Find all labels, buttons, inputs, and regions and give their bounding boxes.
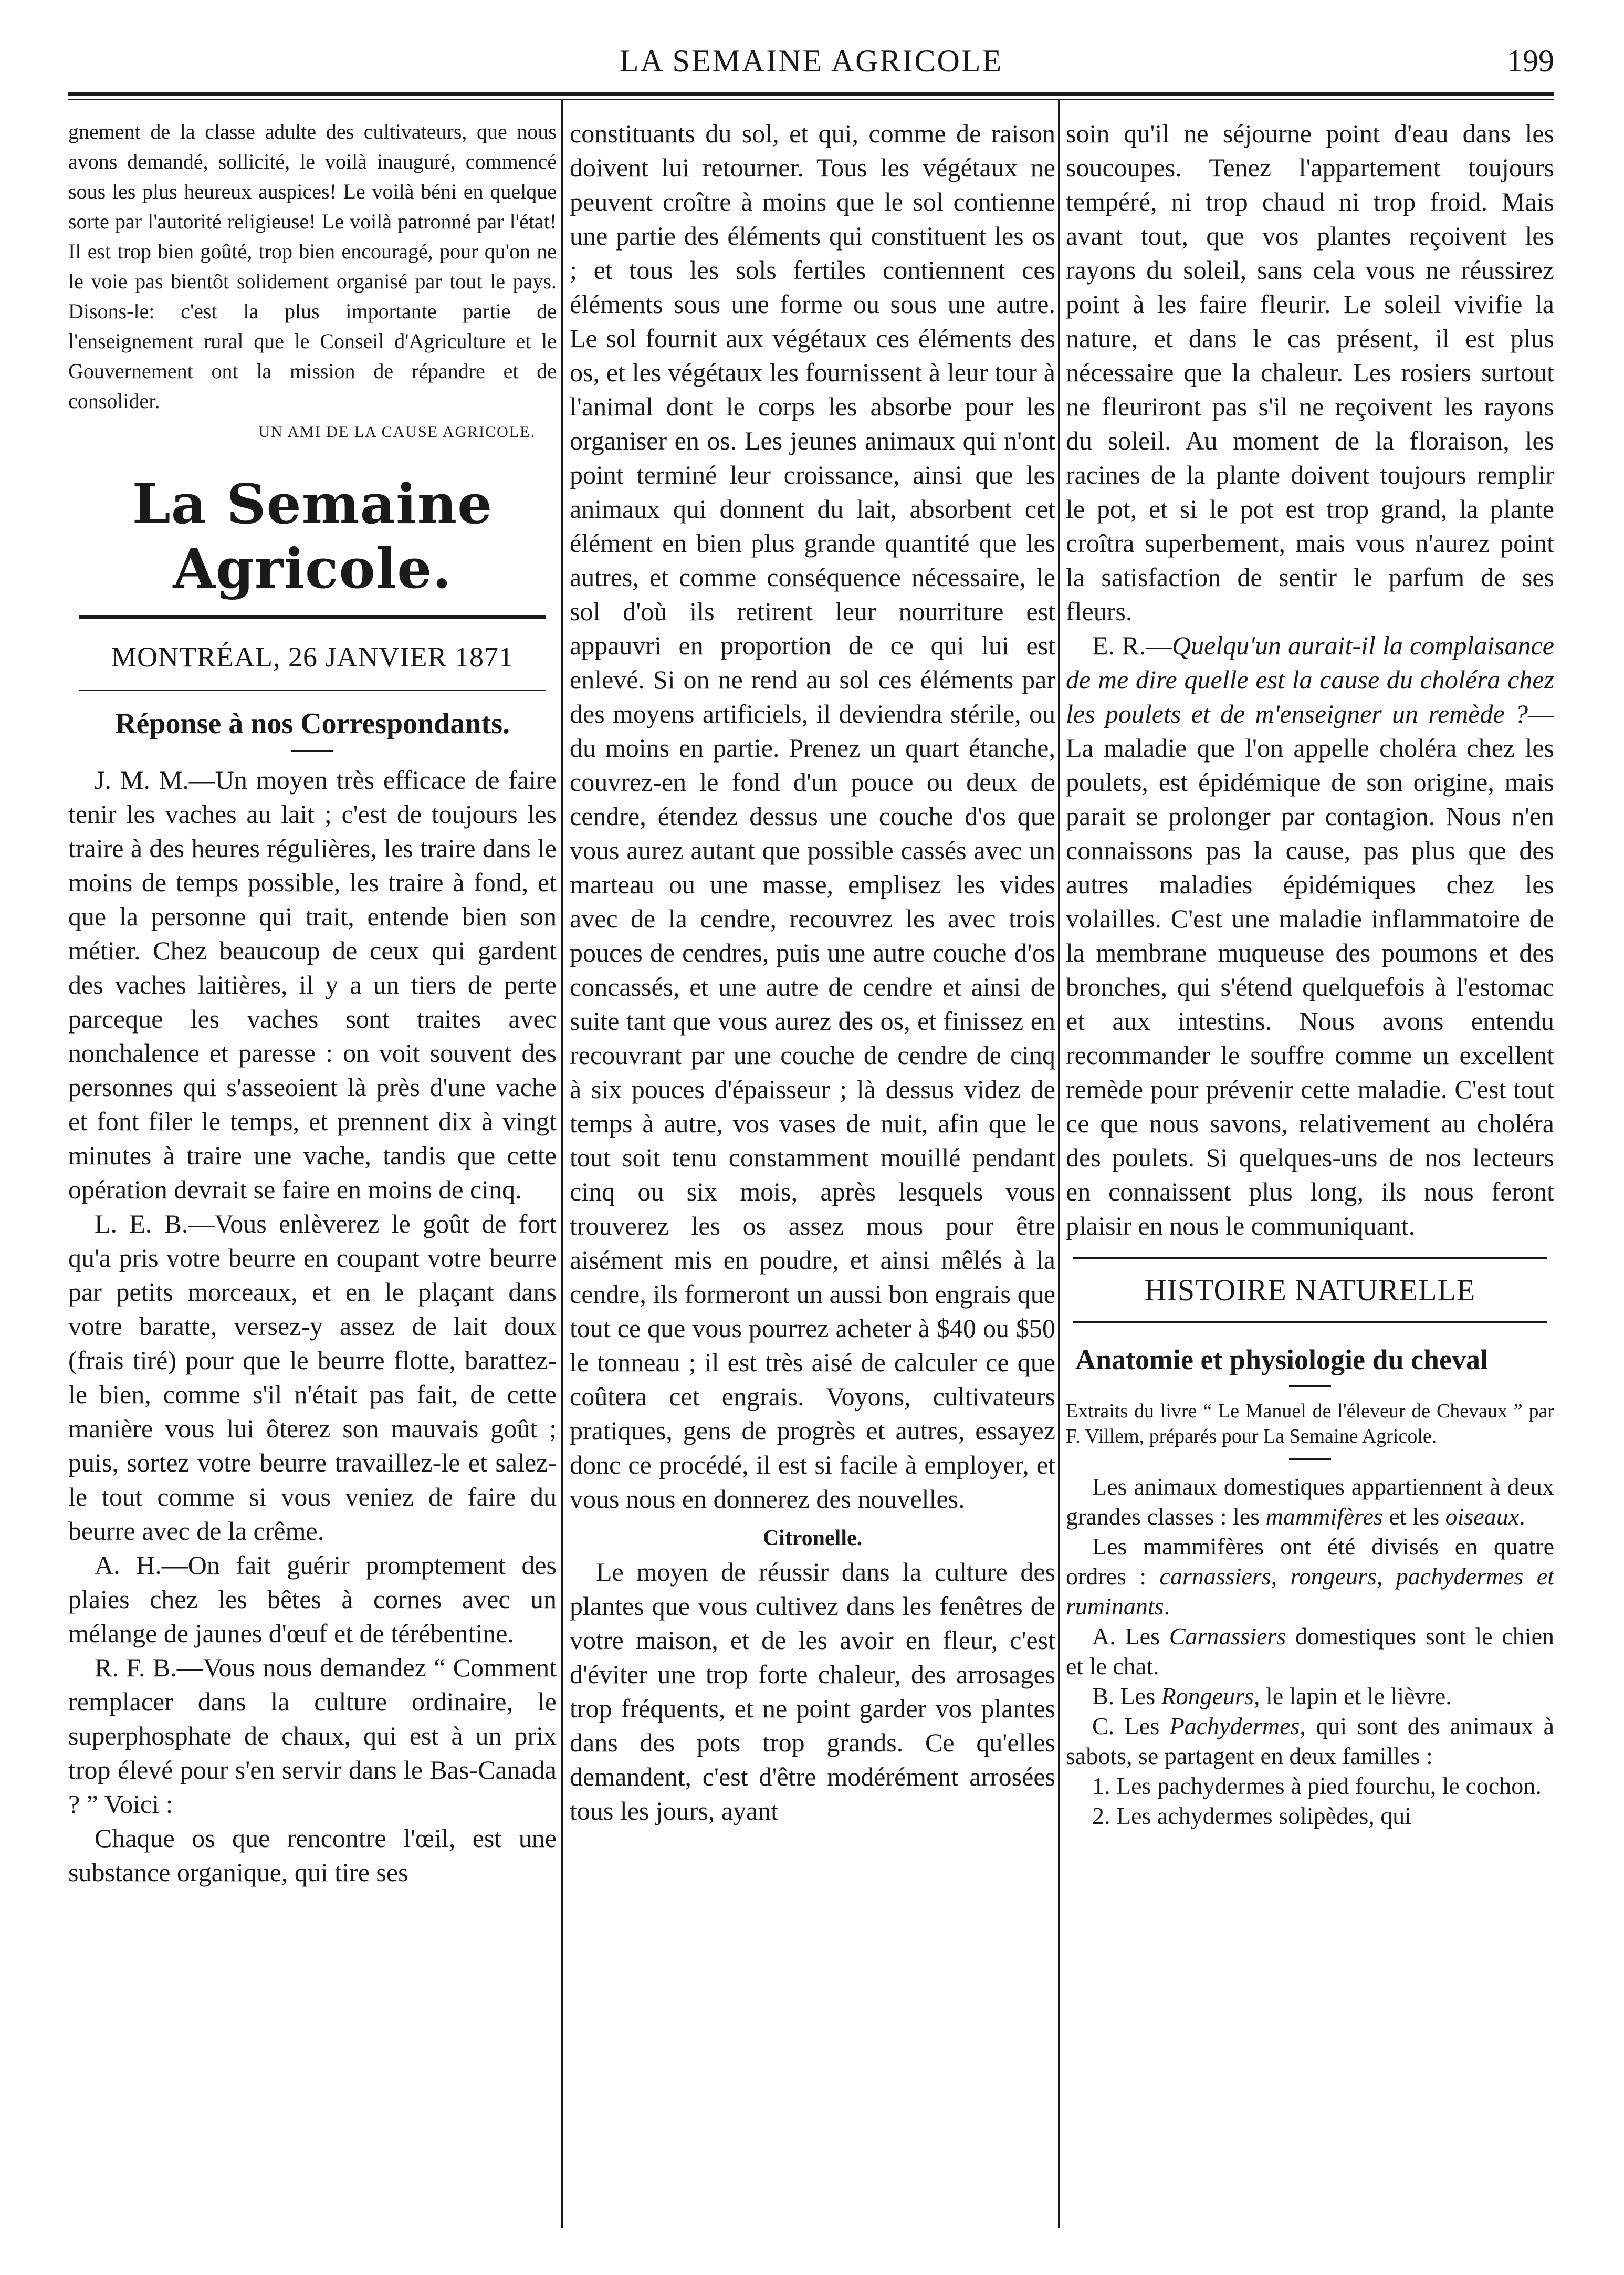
- anatomy-p4-text: B. Les: [1092, 1683, 1161, 1709]
- histoire-naturelle-title: HISTOIRE NATURELLE: [1144, 1273, 1476, 1307]
- anatomy-p4-end: , le lapin et le lièvre.: [1253, 1683, 1452, 1709]
- anatomy-p3-text: A. Les: [1092, 1623, 1169, 1650]
- column-2: [570, 117, 1055, 2238]
- anatomy-p3-carnassiers: Carnassiers: [1169, 1623, 1286, 1650]
- page-number: 199: [1507, 44, 1554, 78]
- section-dash: [291, 750, 333, 752]
- anatomy-p4: [1066, 1681, 1554, 1711]
- header-rule-thin: [68, 99, 1554, 100]
- anatomy-p7: 2. Les achydermes solipèdes, qui: [1092, 1802, 1412, 1829]
- anatomy-p3-end: domestiques sont le chien et le chat.: [1066, 1623, 1554, 1679]
- anatomy-p5-end: , qui sont des animaux à sabots, se partagent en deux familles :: [1066, 1713, 1554, 1769]
- answer-leb: L. E. B.—Vous enlèverez le goût de fort qu'a pris votre beurre en coupant votre beurre par petits morceaux, et en le plaçant dans votre baratte, versez-y assez de lait doux (frais tiré) pour que le beurre flotte, barattez-le bien, comme s'il n'était pas fait, de cette manière vous lui ôterez son mauvais goût ; puis, sortez votre beurre travaillez-le et salez-le tout comme si vous veniez de faire du beurre avec de la crême.: [68, 1209, 557, 1546]
- intro-paragraph: gnement de la classe adulte des cultivateurs, que nous avons demandé, sollicité, le voilà inauguré, commencé sous les plus heureux auspices! Le voilà béni en quelque sorte par l'autorité religieuse! Le voilà patronné par l'état! Il est trop bien goûté, trop bien encouragé, pour qu'on ne le voie pas bientôt solidement organisé par tout le pays. Disons-le: c'est la plus importante partie de l'enseignement rural que le Conseil d'Agriculture et le Gouvernement ont la mission de répandre et de consolider.: [68, 120, 557, 413]
- anatomy-p3: [1066, 1621, 1554, 1681]
- anatomy-p1-end: .: [1519, 1503, 1525, 1530]
- citronelle-heading: Citronelle.: [762, 1526, 863, 1550]
- anatomy-p1-and: et les: [1382, 1503, 1445, 1530]
- citronelle-paragraph: Le moyen de réussir dans la culture des plantes que vous cultivez dans les fenêtres de votre maison, et de les avoir en fleur, c'est d'éviter une trop forte chaleur, des arrosages trop fréquents, et ne point garder vos plantes dans des pots trop grands. Ce qu'elles demandent, c'est d'être modérément arrosées tous les jours, ayant: [570, 1557, 1055, 1825]
- section-title: Réponse à nos Correspondants.: [115, 707, 510, 740]
- box-rule-bottom: [1073, 1321, 1547, 1323]
- anatomy-dash: [1289, 1385, 1331, 1387]
- cholera-question: Quelqu'un aurait-il la complaisance de me dire quelle est la cause du choléra chez les poulets et de m'enseigner un remède ?: [1066, 631, 1554, 728]
- plants-paragraph: soin qu'il ne séjourne point d'eau dans les soucoupes. Tenez l'appartement toujours tempéré, ni trop chaud ni trop froid. Mais avant tout, que vos plantes reçoivent les rayons du soleil, sans cela vous ne réussirez point à les faire fleurir. Le soleil vivifie la nature, et dans le cas présent, il est plus nécessaire que la chaleur. Les rosiers surtout ne fleuriront pas s'il ne reçoivent les rayons du soleil. Au moment de la floraison, les racines de la plante doivent toujours remplir le pot, et si le pot est trop grand, la plante croîtra superbement, mais vous n'aurez point la satisfaction de sentir le parfum de ses fleurs.: [1066, 119, 1554, 626]
- anatomy-p2-text: Les mammifères ont été divisés en quatre ordres :: [1066, 1533, 1554, 1590]
- anatomy-p6: 1. Les pachydermes à pied fourchu, le cochon.: [1092, 1772, 1542, 1799]
- anatomy-p2: [1066, 1531, 1554, 1621]
- anatomy-p1-mammiferes: mammifères: [1265, 1503, 1383, 1530]
- dateline-rule: [79, 690, 546, 691]
- anatomy-p2-orders: carnassiers, rongeurs, pachydermes et ruminants: [1066, 1563, 1554, 1620]
- column-3: [1066, 117, 1554, 2238]
- box-rule-top: [1073, 1257, 1547, 1259]
- masthead-rule: [79, 615, 546, 619]
- answer-rfb: R. F. B.—Vous nous demandez “ Comment remplacer dans la culture ordinaire, le superphosphate de chaux, qui est à un prix trop élevé pour s'en servir dans le Bas-Canada ? ” Voici :: [68, 1653, 557, 1819]
- answer-jmm: J. M. M.—Un moyen très efficace de faire tenir les vaches au lait ; c'est de toujours les traire à des heures régulières, les traire dans le moins de temps possible, les traire à fond, et que la personne qui trait, entende bien son métier. Chez beaucoup de ceux qui gardent des vaches laitières, il y a un tiers de perte parceque les vaches sont traites avec nonchalence et paresse : on voit souvent des personnes qui s'asseoient là près d'une vache et font filer le temps, et prennent dix à vingt minutes à traire une vache, tandis que cette opération devrait se faire en moins de cinq.: [68, 765, 557, 1204]
- answer-ah: A. H.—On fait guérir promptement des plaies chez les bêtes à cornes avec un mélange de jaunes d'œuf et de térébentine.: [68, 1550, 557, 1648]
- cholera-paragraph: [1066, 629, 1554, 1243]
- header-rule: [68, 92, 1554, 96]
- anatomy-p4-rongeurs: Rongeurs: [1161, 1683, 1254, 1709]
- signature: UN AMI DE LA CAUSE AGRICOLE.: [258, 423, 536, 441]
- extract-note: Extraits du livre “ Le Manuel de l'éleveur de Chevaux ” par F. Villem, préparés pour La Semaine Agricole.: [1066, 1400, 1554, 1447]
- cholera-answer: —La maladie que l'on appelle choléra chez les poulets, est épidémique de son origine, mais parait se prolonger par contagion. Nous n'en connaissons pas la cause, pas plus que des autres maladies épidémiques chez les volailles. C'est une maladie inflammatoire de la membrane muqueuse des poumons et des bronches, qui s'étend quelquefois à l'estomac et aux intestins. Nous avons entendu recommander le souffre comme un excellent remède pour prévenir cette maladie. C'est tout ce que nous savons, relativement au choléra des poulets. Si quelques-uns de nos lecteurs en connaissent plus long, ils nous feront plaisir en nous le communiquant.: [1066, 699, 1554, 1240]
- column-divider-1: [561, 100, 563, 2228]
- anatomy-p1-text: Les animaux domestiques appartiennent à deux grandes classes : les: [1066, 1473, 1554, 1530]
- column-divider-2: [1058, 100, 1060, 2228]
- anatomy-p5-text: C. Les: [1092, 1713, 1170, 1739]
- extract-dash: [1289, 1458, 1331, 1460]
- anatomy-p1-oiseaux: oiseaux: [1445, 1503, 1520, 1530]
- cholera-lead: E. R.—: [1092, 631, 1172, 660]
- column-1: [68, 117, 557, 2238]
- masthead: La Semaine Agricole.: [132, 472, 493, 601]
- bones-paragraph: constituants du sol, et qui, comme de raison doivent lui retourner. Tous les végétaux ne peuvent croître à moins que le sol contienne une partie des éléments qui constituent les os ; et tous les sols fertiles contiennent ces éléments sous une forme ou sous une autre. Le sol fournit aux végétaux ces éléments des os, et les végétaux les fournissent à leur tour à l'animal dont le corps les absorbe pour les organiser en os. Les jeunes animaux qui n'ont point terminé leur croissance, ainsi que les animaux qui donnent du lait, absorbent cet élément en bien plus grande quantité que les autres, et comme conséquence nécessaire, le sol d'où ils retirent leur nourriture est appauvri en proportion de ce qui lui est enlevé. Si on ne rend au sol ces éléments par des moyens artificiels, il deviendra stérile, ou du moins en partie. Prenez un quart étanche, couvrez-en le fond d'un pouce ou deux de cendre, étendez dessus une couche d'os que vous aurez autant que possible cassés avec un marteau ou une masse, emplisez les vides avec de la cendre, recouvrez les avec trois pouces de cendres, puis une autre couche d'os concassés, et une autre de cendre et ainsi de suite tant que vous aurez des os, et finissez en recouvrant par une couche de cendre de cinq à six pouces d'épaisseur ; là dessus videz de temps à autre, vos vases de nuit, afin que le tout soit tenu constamment mouillé pendant cinq ou six mois, après lesquels vous trouverez les os assez mous pour être aisément mis en poudre, et ainsi mêlés à la cendre, ils formeront un aussi bon engrais que tout ce que vous pourrez acheter à $40 ou $50 le tonneau ; il est très aisé de calculer ce que coûtera cet engrais. Voyons, cultivateurs pratiques, gens de progrès et autres, essayez donc ce procédé, il est si facile à employer, et vous nous en donnerez des nouvelles.: [570, 119, 1055, 1514]
- anatomy-title: Anatomie et physiologie du cheval: [1075, 1344, 1489, 1375]
- anatomy-p2-end: .: [1164, 1593, 1170, 1620]
- anatomy-p5-pachydermes: Pachydermes: [1169, 1713, 1300, 1739]
- anatomy-p1: [1066, 1472, 1554, 1531]
- dateline: MONTRÉAL, 26 JANVIER 1871: [111, 641, 514, 673]
- page-header: [68, 41, 1554, 83]
- running-title: LA SEMAINE AGRICOLE: [619, 44, 1003, 78]
- answer-os: Chaque os que rencontre l'œil, est une substance organique, qui tire ses: [68, 1823, 557, 1887]
- anatomy-p5: [1066, 1711, 1554, 1771]
